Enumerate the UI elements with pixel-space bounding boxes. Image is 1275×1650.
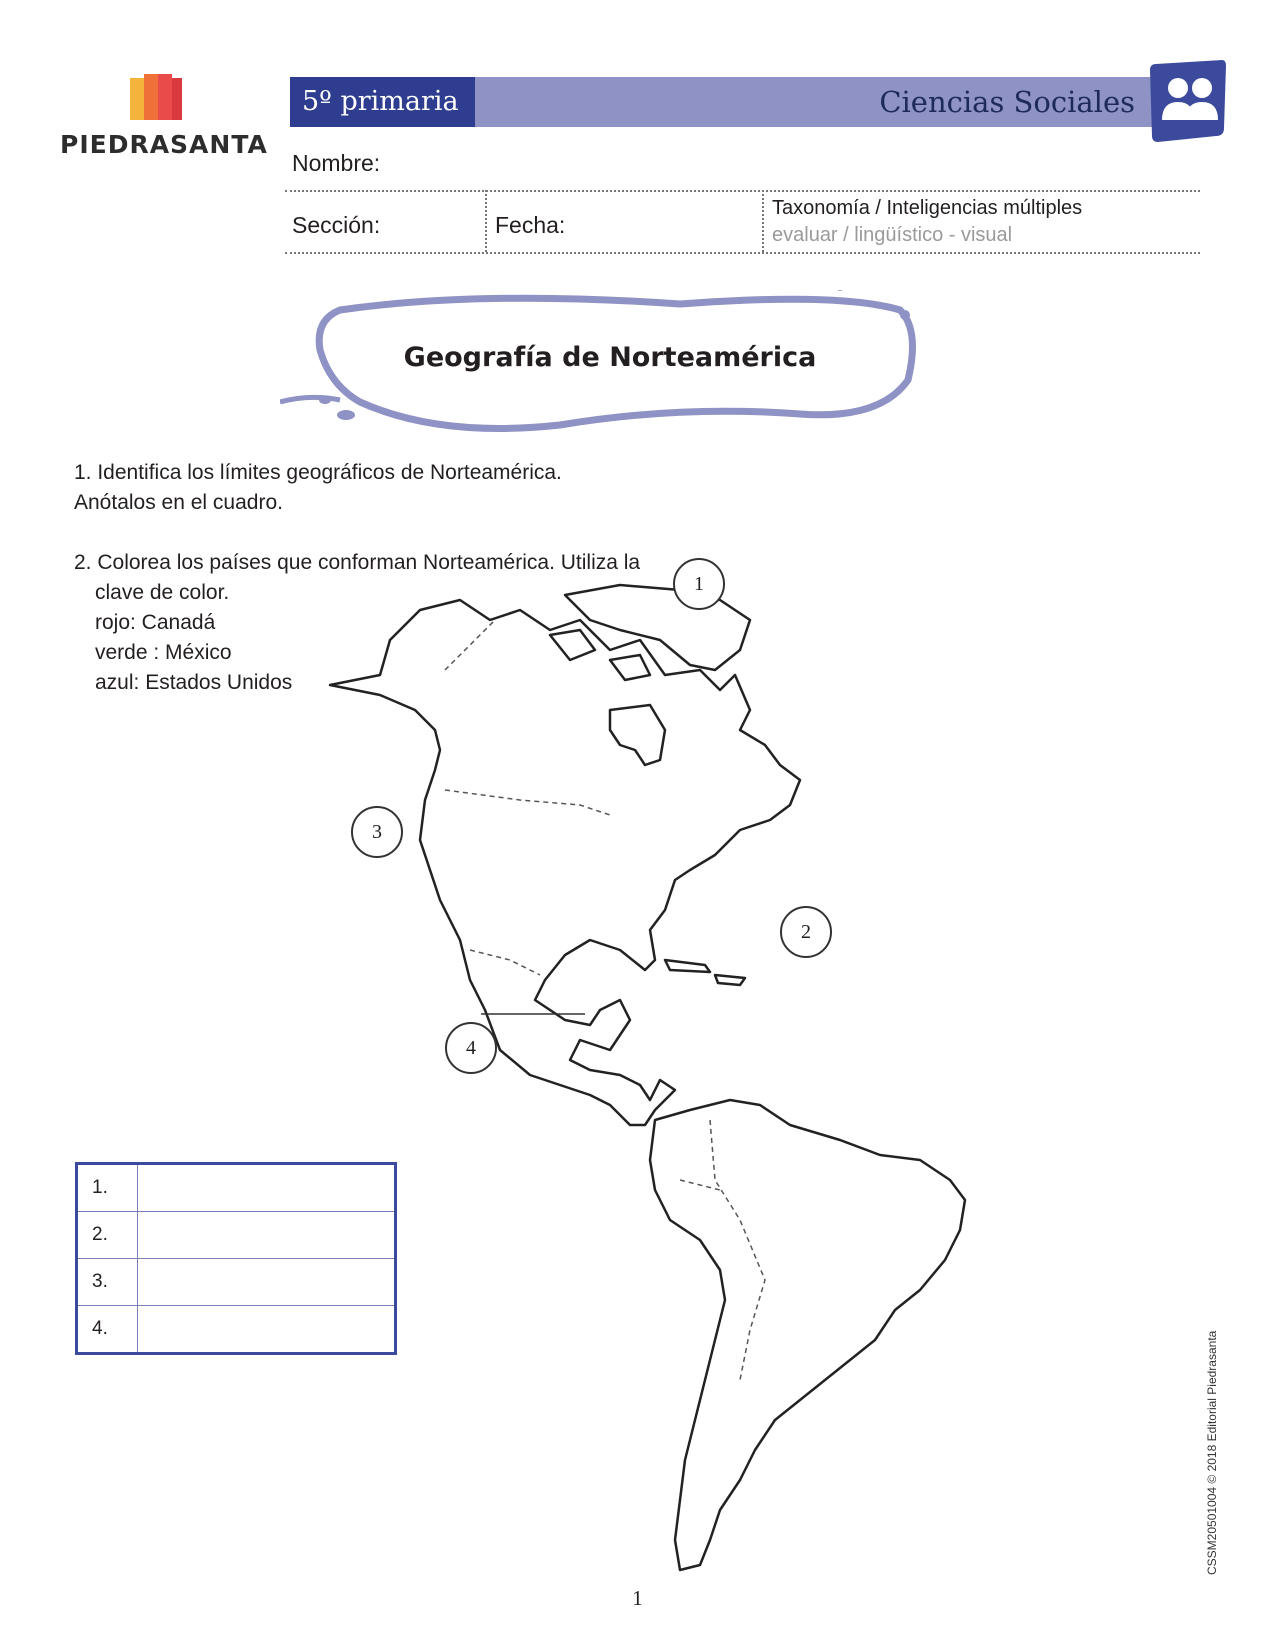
color-key-red: rojo: Canadá [95, 611, 216, 634]
row-number: 4. [77, 1306, 138, 1354]
page-number: 1 [632, 1586, 643, 1610]
greenland-outline [565, 585, 750, 670]
row-number: 2. [77, 1212, 138, 1259]
answer-cell[interactable] [138, 1164, 396, 1212]
name-label: Nombre: [292, 150, 381, 176]
map-marker-4: 4 [445, 1022, 497, 1074]
alaska-border [445, 620, 495, 670]
divider [762, 190, 764, 252]
map-marker-2: 2 [780, 906, 832, 958]
section-label: Sección: [292, 212, 381, 238]
color-key-green: verde : México [95, 641, 232, 664]
instruction-1-line-2: Anótalos en el cuadro. [74, 491, 283, 514]
people-icon [1148, 58, 1228, 144]
answer-cell[interactable] [138, 1212, 396, 1259]
name-field[interactable] [395, 150, 1195, 182]
map-marker-1: 1 [673, 558, 725, 610]
map-marker-3: 3 [351, 806, 403, 858]
table-row [77, 1164, 396, 1212]
row-number: 1. [77, 1164, 138, 1212]
subject-title: Ciencias Sociales [879, 85, 1135, 119]
piedrasanta-logo [60, 70, 268, 165]
color-key-blue: azul: Estados Unidos [95, 671, 293, 694]
table-row [77, 1306, 396, 1354]
taxonomy-value: evaluar / lingüístico - visual [772, 224, 1013, 246]
north-america-outline [330, 600, 800, 1125]
us-mexico-border [470, 950, 540, 975]
divider [285, 190, 1200, 192]
date-label: Fecha: [495, 212, 566, 238]
book-logo-icon [60, 70, 260, 130]
brand-name: PIEDRASANTA [60, 130, 268, 159]
table-row [77, 1259, 396, 1306]
instruction-1-line-1: 1. Identifica los límites geográficos de Norteamérica. [74, 461, 562, 484]
row-number: 3. [77, 1259, 138, 1306]
instruction-2-line-2: clave de color. [95, 581, 230, 604]
americas-map[interactable] [320, 580, 1040, 1580]
answer-table [75, 1162, 397, 1355]
us-canada-border [445, 790, 610, 815]
south-america-outline [650, 1100, 965, 1570]
divider [285, 252, 1200, 254]
copyright-credit: CSSM20501004 © 2018 Editorial Piedrasanta [1205, 1330, 1219, 1575]
grade-label: 5º primaria [290, 77, 475, 127]
divider [485, 190, 487, 252]
table-row [77, 1212, 396, 1259]
instruction-2-line-1: 2. Colorea los países que conforman Norteamérica. Utiliza la [74, 551, 641, 574]
answer-cell[interactable] [138, 1259, 396, 1306]
taxonomy-label: Taxonomía / Inteligencias múltiples [772, 197, 1083, 219]
answer-cell[interactable] [138, 1306, 396, 1354]
worksheet-title: Geografía de Norteamérica [403, 342, 817, 373]
